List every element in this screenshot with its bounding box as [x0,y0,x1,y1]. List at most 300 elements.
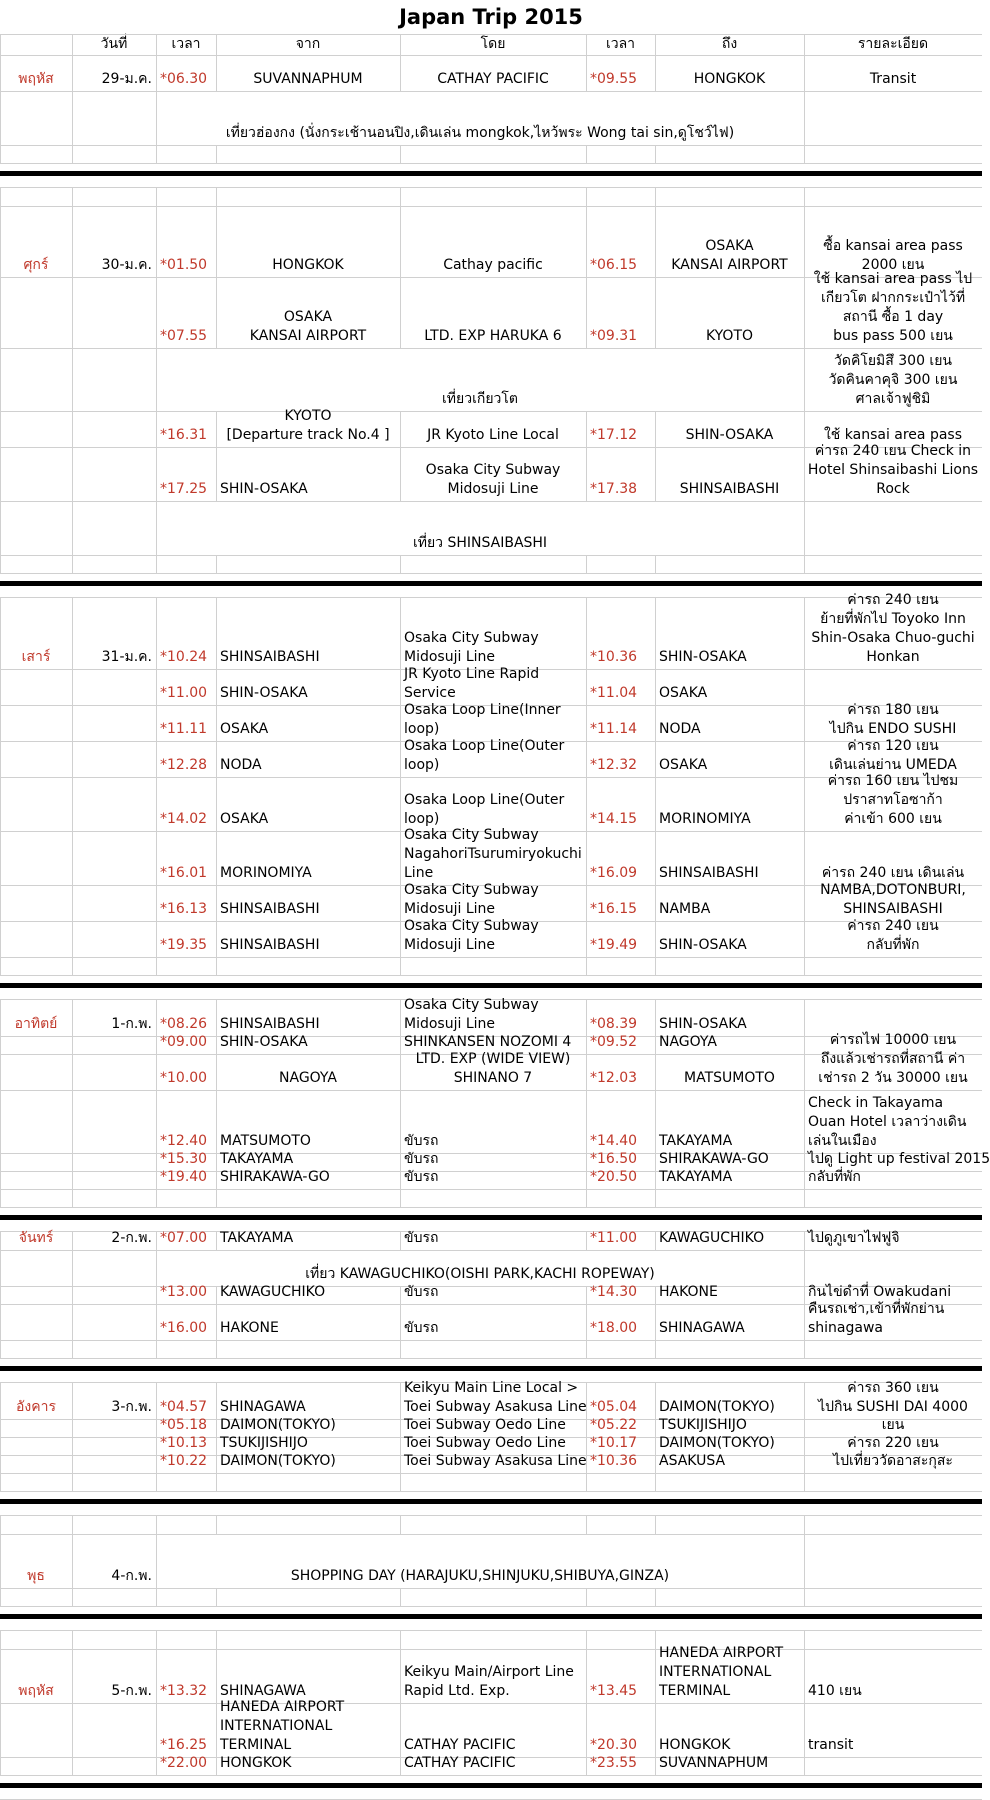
from-station [216,1232,400,1250]
transport-line: CATHAY PACIFIC [404,1737,516,1753]
arrive-time [586,1304,655,1340]
grid-line [72,957,73,975]
grid-line [586,145,587,163]
section-divider [0,983,982,988]
arrive-time-line: *09.55 [590,71,638,87]
detail-cell [804,1090,982,1153]
depart-time-line: *19.40 [160,1169,208,1185]
depart-time [156,1036,216,1054]
arrive-time-line: *14.15 [590,811,638,827]
transport-line: Cathay pacific [443,257,543,273]
grid-line [72,1250,73,1286]
grid-line [400,145,401,163]
grid-line [0,91,1,145]
grid-line [0,1153,1,1171]
depart-time [156,831,216,885]
arrive-time [586,1286,655,1304]
transport-line: Toei Subway Asakusa Line [404,1399,587,1415]
to-station [655,885,804,921]
grid-line [0,1757,1,1775]
grid-line [804,1000,805,1036]
depart-time [156,1090,216,1153]
grid-line [0,188,1,206]
detail-cell-line: ใช้ kansai area pass ไป [813,271,973,287]
to-station [655,1054,804,1090]
header-label: จาก [295,36,321,52]
detail-cell-line: เกียวโต ฝากกระเป๋าไว้ที่ [820,290,966,306]
arrive-time-line: *10.36 [590,649,638,665]
to-station [655,447,804,501]
transport-line: Line [404,865,434,881]
header-by [400,34,586,55]
detail-cell-line: เช่ารถ 2 วัน 30000 เยน [818,1070,968,1086]
grid-line [72,188,73,206]
transport [400,1051,586,1090]
depart-time [156,1171,216,1189]
header-arrive-time [586,34,655,55]
transport-line: loop) [404,721,440,737]
transport [400,1090,586,1153]
to-station [655,1383,804,1419]
from-station [216,741,400,777]
arrive-time [586,1090,655,1153]
transport [400,1171,586,1189]
from-station [216,669,400,705]
grid-line [0,1473,982,1474]
to-station [655,705,804,741]
grid-line [156,1631,157,1649]
arrive-time-line: *10.17 [590,1435,638,1451]
transport-line: ขับรถ [404,1284,439,1300]
detail-cell [804,348,982,411]
grid-line [804,1588,805,1606]
grid-line [400,1588,401,1606]
arrive-time-line: *16.50 [590,1151,638,1167]
to-station-line: HANEDA AIRPORT [659,1645,784,1661]
detail-cell-line: กลับที่พัก [808,1169,861,1185]
to-station-line: DAIMON(TOKYO) [659,1435,775,1451]
arrive-time-line: *11.00 [590,1230,638,1246]
grid-line [72,741,73,777]
to-station-line: NAGOYA [659,1034,717,1050]
depart-time-line: *17.25 [160,481,208,497]
from-station-line: INTERNATIONAL [220,1718,333,1734]
to-station [655,1286,804,1304]
grid-line [0,555,1,573]
depart-time [156,885,216,921]
grid-line [0,34,982,35]
day-label: พฤหัส [18,1683,54,1699]
grid-line [400,1340,401,1358]
to-station [655,1455,804,1473]
detail-cell-line: 2000 เยน [861,257,925,273]
transport [400,598,586,669]
detail-cell-line: Hotel Shinsaibashi Lions [807,462,979,478]
to-station [655,831,804,885]
depart-time-line: *19.35 [160,937,208,953]
arrive-time [586,1000,655,1036]
grid-line [0,1090,1,1153]
arrive-time-line: *20.50 [590,1169,638,1185]
grid-line [655,1516,656,1534]
detail-cell-line: Rock [876,481,910,497]
depart-time-line: *16.25 [160,1737,208,1753]
grid-line [0,669,1,705]
transport-line: Osaka Loop Line(Outer [404,738,565,754]
from-station-line: DAIMON(TOKYO) [220,1417,336,1433]
transport [400,447,586,501]
grid-line [156,1473,157,1491]
detail-cell-line: คืนรถเช่า,เข้าที่พักย่าน [808,1301,945,1317]
depart-time-line: *07.55 [160,328,208,344]
grid-line [216,145,217,163]
grid-line [72,1189,73,1207]
detail-cell-line: ย้ายที่พักไป Toyoko Inn [820,611,966,627]
date-label: 30-ม.ค. [101,257,152,273]
transport [400,1232,586,1250]
activity-note [156,501,804,555]
to-station-line: TERMINAL [659,1683,731,1699]
to-station [655,1036,804,1054]
grid-line [216,188,217,206]
from-station-line: TSUKIJISHIJO [220,1435,308,1451]
detail-cell-line: ค่ารถ 220 เยน [847,1435,939,1451]
transport-line: ขับรถ [404,1230,439,1246]
transport [400,882,586,921]
detail-cell [804,702,982,741]
grid-line [156,501,157,555]
from-station-line: TAKAYAMA [220,1151,294,1167]
transport-line: Rapid Ltd. Exp. [404,1683,510,1699]
date-label: 2-ก.พ. [111,1230,152,1246]
trip-date [72,1232,156,1250]
detail-cell-line: ปราสาทโอซาก้า [843,792,943,808]
activity-note-line: SHOPPING DAY (HARAJUKU,SHINJUKU,SHIBUYA,GINZA) [290,1568,670,1584]
to-station-line: NAMBA [659,901,711,917]
header-detail [804,34,982,55]
transport-line: Osaka City Subway [404,997,539,1013]
depart-time [156,277,216,348]
trip-date [72,1383,156,1419]
to-station-line: SHIN-OSAKA [659,649,747,665]
detail-cell [804,1301,982,1340]
header-depart-time [156,34,216,55]
from-station-line: DAIMON(TOKYO) [220,1453,336,1469]
detail-cell [804,1032,982,1090]
from-station-line: NODA [220,757,262,773]
grid-line [0,1491,982,1492]
grid-line [0,277,1,348]
grid-line [0,1588,982,1589]
depart-time-line: *05.18 [160,1417,208,1433]
arrive-time [586,669,655,705]
from-station [216,1054,400,1090]
depart-time [156,411,216,447]
arrive-time [586,1036,655,1054]
transport [400,1304,586,1340]
grid-line [156,1516,157,1534]
grid-line [216,957,217,975]
arrive-time-line: *20.30 [590,1737,638,1753]
arrive-time-line: *17.38 [590,481,638,497]
from-station-line: OSAKA [220,811,269,827]
detail-cell-line: ค่ารถไฟ 10000 เยน [829,1032,957,1048]
detail-cell-line: ถึงแล้วเช่ารถที่สถานี ค่า [820,1051,966,1067]
depart-time-line: *10.13 [160,1435,208,1451]
from-station [216,705,400,741]
grid-line [0,447,1,501]
section-divider [0,1215,982,1220]
transport-line: JR Kyoto Line Rapid [404,666,540,682]
arrive-time [586,1703,655,1757]
depart-time-line: *04.57 [160,1399,208,1415]
to-station-line: TAKAYAMA [659,1133,733,1149]
grid-line [0,1473,1,1491]
arrive-time-line: *08.39 [590,1016,638,1032]
to-station-line: SHIRAKAWA-GO [659,1151,769,1167]
grid-line [804,1473,805,1491]
from-station [216,1000,400,1036]
grid-line [0,1171,1,1189]
transport-line: JR Kyoto Line Local [427,427,559,443]
detail-cell-line: เดินเล่นย่าน UMEDA [829,757,957,773]
grid-line [0,1358,982,1359]
arrive-time [586,598,655,669]
depart-time-line: *06.30 [160,71,208,87]
to-station-line: KAWAGUCHIKO [659,1230,765,1246]
transport-line: CATHAY PACIFIC [437,71,549,87]
header-from [216,34,400,55]
detail-cell-line: ไปกิน SUSHI DAI 4000 [818,1399,968,1415]
trip-date [72,1000,156,1036]
transport-line: ขับรถ [404,1151,439,1167]
detail-cell-line: เยน [881,1417,905,1433]
grid-line [72,555,73,573]
grid-line [216,1189,217,1207]
activity-note [156,348,804,411]
grid-line [400,1516,401,1534]
detail-cell-line: 410 เยน [808,1683,862,1699]
grid-line [72,705,73,741]
to-station-line: DAIMON(TOKYO) [659,1399,775,1415]
grid-line [0,1606,982,1607]
grid-line [804,145,805,163]
depart-time-line: *16.13 [160,901,208,917]
to-station [655,1645,804,1703]
day-label: เสาร์ [21,649,51,665]
grid-line [0,411,1,447]
grid-line [72,921,73,957]
transport [400,1455,586,1473]
from-station [216,408,400,447]
grid-line [804,1631,805,1649]
transport [400,1380,587,1419]
arrive-time-line: *12.32 [590,757,638,773]
detail-cell [804,1703,982,1757]
depart-time [156,55,216,91]
from-station-line: [Departure track No.4 ] [226,427,390,443]
depart-time [156,1232,216,1250]
detail-cell-line: ค่ารถ 240 เยน [847,592,939,608]
grid-line [72,348,73,411]
grid-line [655,555,656,573]
grid-line [72,1054,73,1090]
arrive-time [586,705,655,741]
detail-cell-line: SHINSAIBASHI [843,901,943,917]
detail-cell [804,882,982,921]
transport-line: Osaka City Subway [404,630,539,646]
detail-cell-line: วัดคิโยมิสึ 300 เยน [834,353,952,369]
to-station-line: ASAKUSA [659,1453,726,1469]
arrive-time [586,206,655,277]
grid-line [156,1250,157,1286]
to-station [655,1703,804,1757]
to-station-line: OSAKA [659,685,708,701]
grid-line [655,1340,656,1358]
grid-line [586,957,587,975]
arrive-time [586,1232,655,1250]
detail-cell-line: ศาลเจ้าฟูชิมิ [855,391,931,407]
grid-line [0,348,1,411]
day-name [0,55,72,91]
to-station-line: TAKAYAMA [659,1169,733,1185]
depart-time-line: *14.02 [160,811,208,827]
to-station-line: HONGKOK [659,1737,731,1753]
day-label: ศุกร์ [23,257,49,273]
day-name [0,1649,72,1703]
transport-line: ขับรถ [404,1133,439,1149]
day-name [0,1000,72,1036]
depart-time-line: *11.00 [160,685,208,701]
grid-line [0,1588,1,1606]
from-station [216,1286,400,1304]
grid-line [72,1757,73,1775]
from-station-line: HAKONE [220,1320,279,1336]
grid-line [400,188,401,206]
grid-line [804,1516,805,1534]
arrive-time-line: *14.30 [590,1284,638,1300]
arrive-time [586,277,655,348]
grid-line [0,1036,1,1054]
depart-time [156,705,216,741]
grid-line [804,91,805,145]
grid-line [72,831,73,885]
transport-line: Keikyu Main Line Local > [404,1380,579,1396]
from-station [216,1090,400,1153]
to-station-line: KANSAI AIRPORT [671,257,788,273]
grid-line [400,1473,401,1491]
from-station-line: OSAKA [283,309,333,325]
from-station [216,1304,400,1340]
grid-line [0,1437,1,1455]
to-station [655,1090,804,1153]
grid-line [72,1473,73,1491]
grid-line [156,1588,157,1606]
detail-cell-line: กินไข่ดำที่ Owakudani [808,1284,952,1300]
grid-line [156,555,157,573]
detail-cell-line: วัดคินคาคุจิ 300 เยน [828,372,958,388]
transport-line: Osaka City Subway [404,882,539,898]
depart-time [156,1757,216,1775]
grid-line [0,1340,1,1358]
activity-note-line: เที่ยวฮ่องกง (นั่งกระเช้านอนปิง,เดินเล่น mongkok,ไหว้พระ Wong tai sin,ดูโชว์ไฟ) [225,125,735,141]
transport [400,206,586,277]
grid-line [72,34,73,55]
from-station-line: OSAKA [220,721,269,737]
grid-line [72,1340,73,1358]
depart-time [156,777,216,831]
arrive-time [586,411,655,447]
day-name [0,1383,72,1419]
date-label: 4-ก.พ. [111,1568,152,1584]
arrive-time-line: *05.04 [590,1399,638,1415]
grid-line [0,1286,1,1304]
day-name [0,598,72,669]
to-station [655,277,804,348]
grid-line [156,957,157,975]
transport [400,666,586,705]
grid-line [0,885,1,921]
day-label: อังคาร [16,1399,56,1415]
depart-time-line: *15.30 [160,1151,208,1167]
grid-line [586,1340,587,1358]
grid-line [0,1516,1,1534]
from-station [216,1649,400,1703]
header-label: เวลา [605,36,636,52]
day-label: พฤหัส [18,71,54,87]
day-name [0,206,72,277]
trip-date [72,55,156,91]
arrive-time-line: *17.12 [590,427,638,443]
from-station-line: MATSUMOTO [220,1133,311,1149]
from-station [216,277,400,348]
to-station [655,1232,804,1250]
date-label: 5-ก.พ. [111,1683,152,1699]
grid-line [0,145,1,163]
grid-line [0,1189,982,1190]
depart-time [156,598,216,669]
grid-line [216,1473,217,1491]
depart-time-line: *01.50 [160,257,208,273]
activity-note [156,1534,804,1588]
grid-line [72,1419,73,1437]
grid-line [804,1534,805,1588]
depart-time [156,1054,216,1090]
to-station [655,598,804,669]
grid-line [804,501,805,555]
from-station-line: KANSAI AIRPORT [249,328,367,344]
from-station-line: TAKAYAMA [220,1230,294,1246]
transport [400,777,586,831]
from-station-line: NAGOYA [279,1070,337,1086]
detail-cell-line: ซื้อ kansai area pass [823,238,963,254]
detail-cell [804,1455,982,1473]
arrive-time [586,831,655,885]
from-station-line: KYOTO [284,408,332,424]
transport [400,1703,586,1757]
grid-line [655,145,656,163]
arrive-time-line: *23.55 [590,1755,638,1771]
from-station [216,1699,400,1757]
grid-line [216,555,217,573]
grid-line [655,1588,656,1606]
grid-line [72,501,73,555]
arrive-time [586,1054,655,1090]
grid-line [72,885,73,921]
depart-time [156,1000,216,1036]
arrive-time [586,741,655,777]
activity-note [156,1250,804,1286]
